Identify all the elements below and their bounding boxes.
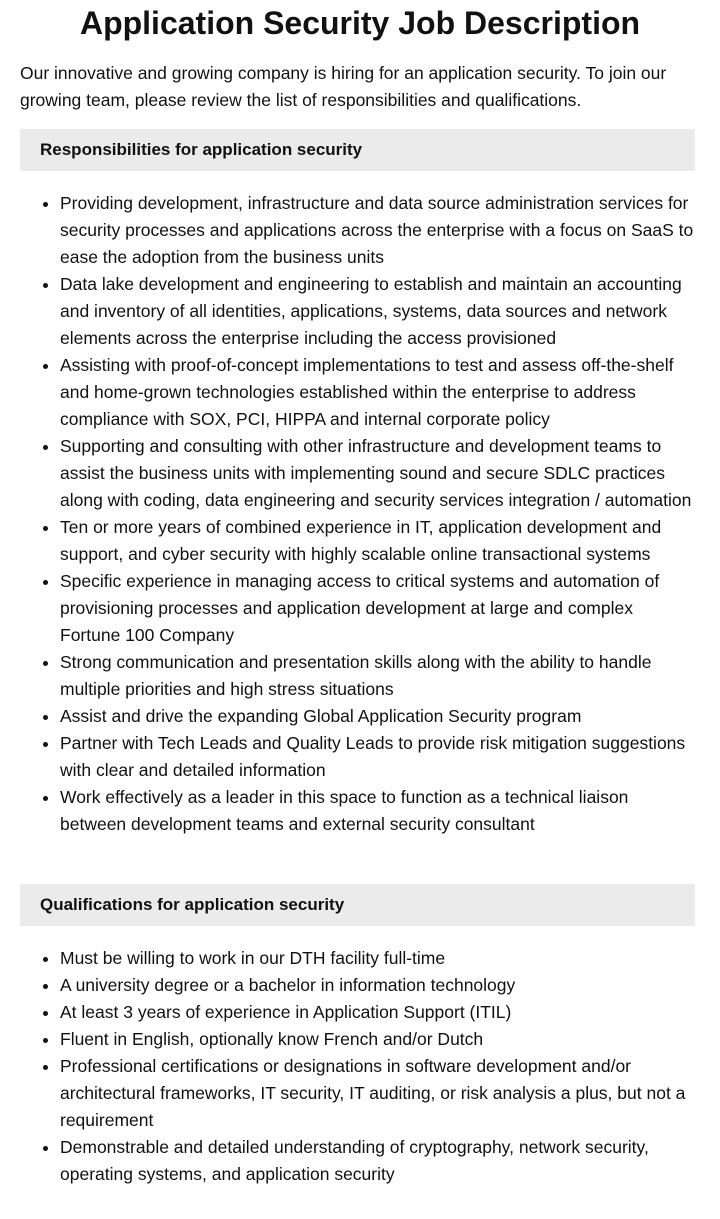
list-item: • Work effectively as a leader in this space to function as a technical liaison between development teams and external security consultant — [60, 784, 696, 838]
list-item: • Ten or more years of combined experience in IT, application development and support, and cyber security with highly scalable online transactional systems — [60, 514, 696, 568]
responsibilities-heading: Responsibilities for application security — [20, 129, 695, 171]
list-item: • A university degree or a bachelor in information technology — [60, 972, 696, 999]
list-item: • At least 3 years of experience in Application Support (ITIL) — [60, 999, 696, 1026]
intro-paragraph: Our innovative and growing company is hiring for an application security. To join our growing team, please review the list of responsibilities and qualifications. — [20, 63, 667, 110]
list-item: • Must be willing to work in our DTH facility full-time — [60, 945, 696, 972]
page-title: Application Security Job Description — [79, 5, 641, 41]
list-item: • Data lake development and engineering to establish and maintain an accounting and inventory of all identities, applications, systems, data sources and network elements across the enterprise including the access provisioned — [60, 271, 696, 352]
list-item: • Partner with Tech Leads and Quality Leads to provide risk mitigation suggestions with clear and detailed information — [60, 730, 696, 784]
list-item: • Specific experience in managing access to critical systems and automation of provisioning processes and application development at large and complex Fortune 100 Company — [60, 568, 696, 649]
list-item: • Providing development, infrastructure and data source administration services for security processes and applications across the enterprise with a focus on SaaS to ease the adoption from the business units — [60, 190, 696, 271]
qualifications-heading: Qualifications for application security — [20, 884, 695, 926]
list-item: • Strong communication and presentation skills along with the ability to handle multiple priorities and high stress situations — [60, 649, 696, 703]
list-item: • Supporting and consulting with other infrastructure and development teams to assist the business units with implementing sound and secure SDLC practices along with coding, data engineering and security services integration / automation — [60, 433, 696, 514]
list-item: • Professional certifications or designations in software development and/or architectural frameworks, IT security, IT auditing, or risk analysis a plus, but not a requirement — [60, 1053, 696, 1134]
qualifications-list — [20, 945, 696, 1188]
responsibilities-list — [20, 190, 696, 838]
list-item: • Demonstrable and detailed understanding of cryptography, network security, operating systems, and application security — [60, 1134, 696, 1188]
list-item: • Assisting with proof-of-concept implementations to test and assess off-the-shelf and home-grown technologies established within the enterprise to address compliance with SOX, PCI, HIPPA and internal corporate policy — [60, 352, 696, 433]
list-item: • Assist and drive the expanding Global Application Security program — [60, 703, 696, 730]
list-item: • Fluent in English, optionally know French and/or Dutch — [60, 1026, 696, 1053]
